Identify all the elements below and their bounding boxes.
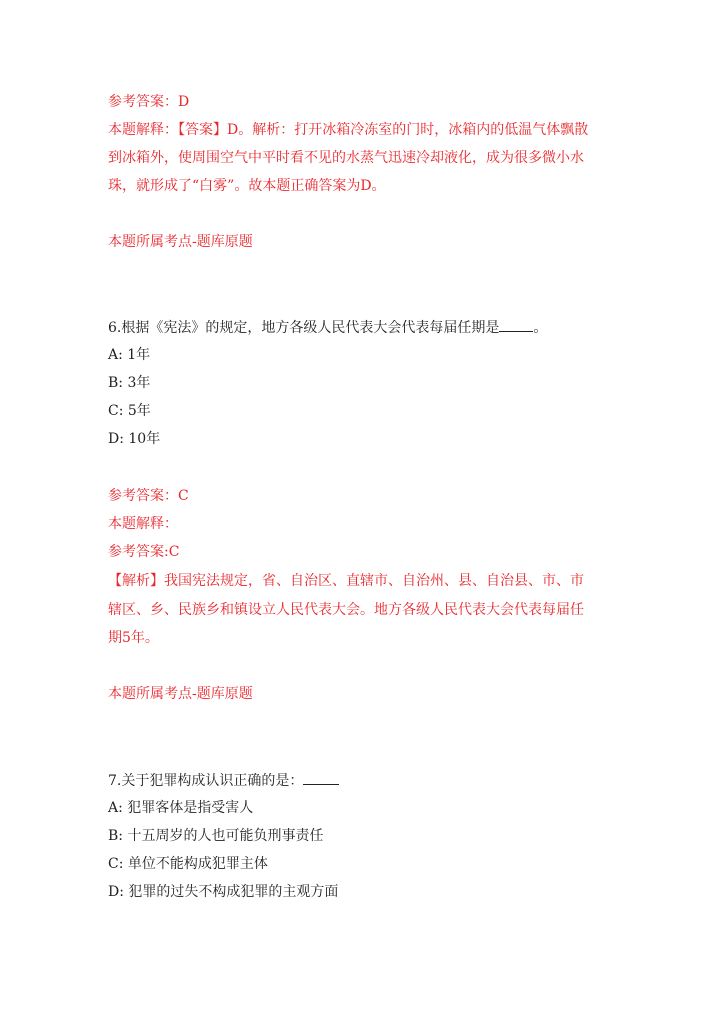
q5-topic: 本题所属考点-题库原题 [108, 234, 253, 250]
q5-explain-line-3: 珠，就形成了“白雾”。故本题正确答案为D。 [108, 178, 386, 194]
q7-option-d: D: 犯罪的过失不构成犯罪的主观方面 [108, 884, 339, 900]
q6-answer-line: 参考答案：C [108, 488, 189, 504]
q6-explain-label: 本题解释： [108, 516, 178, 532]
q5-explain-line-2: 到冰箱外，使周围空气中平时看不见的水蒸气迅速冷却液化，成为很多微小水 [108, 150, 584, 166]
q6-analysis-line-3: 期5年。 [108, 630, 159, 646]
q6-topic: 本题所属考点-题库原题 [108, 686, 253, 702]
q6-analysis-line-1 [108, 571, 584, 591]
q7-question [108, 770, 339, 790]
q6-question [108, 317, 547, 337]
q5-explain-line-1: 本题解释：【答案】D。解析：打开冰箱冷冻室的门时，冰箱内的低温气体飘散 [108, 122, 589, 138]
q6-option-c: C: 5年 [108, 403, 151, 419]
q6-analysis-text-1: 我国宪法规定，省、自治区、直辖市、自治州、县、自治县、市、市 [164, 573, 584, 589]
q7-question-text: 7.关于犯罪构成认识正确的是： [108, 773, 304, 789]
q7-answer-blank [303, 770, 339, 785]
q6-answer-line-2: 参考答案:C [108, 544, 180, 560]
q6-answer-blank [499, 317, 533, 332]
q6-question-text: 6.根据《宪法》的规定，地方各级人民代表大会代表每届任期是 [108, 320, 500, 336]
q6-option-a: A: 1年 [108, 347, 151, 363]
q6-option-d: D: 10年 [108, 431, 161, 447]
q6-analysis-line-2: 辖区、乡、民族乡和镇设立人民代表大会。地方各级人民代表大会代表每届任 [108, 602, 584, 618]
q6-option-b: B: 3年 [108, 375, 151, 391]
q7-option-a: A: 犯罪客体是指受害人 [108, 800, 254, 816]
q7-option-c: C: 单位不能构成犯罪主体 [108, 856, 268, 872]
q5-answer-line: 参考答案：D [108, 94, 190, 110]
q6-question-end: 。 [533, 320, 548, 336]
q7-option-b: B: 十五周岁的人也可能负刑事责任 [108, 828, 324, 844]
q6-analysis-tag: 【解析】 [108, 573, 164, 589]
